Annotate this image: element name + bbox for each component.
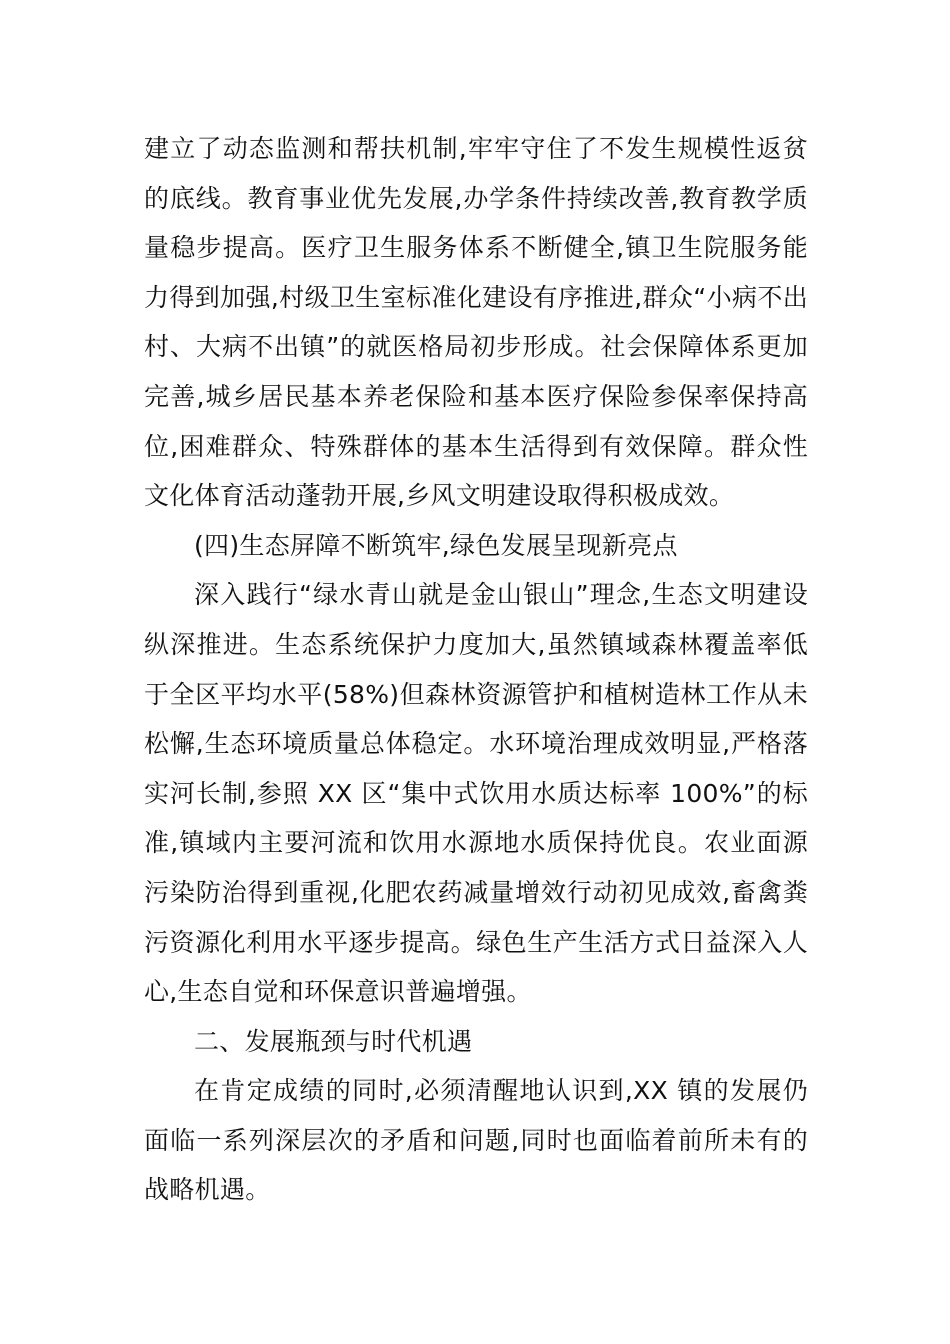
section-heading-ecology: (四)生态屏障不断筑牢,绿色发展呈现新亮点 xyxy=(194,530,678,560)
section-heading-challenges: 二、发展瓶颈与时代机遇 xyxy=(194,1026,473,1056)
paragraph-challenges-intro: 在肯定成绩的同时,必须清醒地认识到,XX 镇的发展仍面临一系列深层次的矛盾和问题,同时也面临着前所未有的战略机遇。 xyxy=(144,1076,808,1205)
paragraph-ecology: 深入践行“绿水青山就是金山银山”理念,生态文明建设纵深推进。生态系统保护力度加大,虽然镇域森林覆盖率低于全区平均水平(58%)但森林资源管护和植树造林工作从未松懈,生态环境质量总体稳定。水环境治理成效明显,严格落实河长制,参照 XX 区“集中式饮用水质达标率 100%”的标准,镇域内主要河流和饮用水源地水质保持优良。农业面源污染防治得到重视,化肥农药减量增效行动初见成效,畜禽粪污资源化利用水平逐步提高。绿色生产生活方式日益深入人心,生态自觉和环保意识普遍增强。 xyxy=(144,580,808,1007)
document-body xyxy=(144,124,808,1215)
paragraph-social-welfare: 建立了动态监测和帮扶机制,牢牢守住了不发生规模性返贫的底线。教育事业优先发展,办学条件持续改善,教育教学质量稳步提高。医疗卫生服务体系不断健全,镇卫生院服务能力得到加强,村级卫生室标准化建设有序推进,群众“小病不出村、大病不出镇”的就医格局初步形成。社会保障体系更加完善,城乡居民基本养老保险和基本医疗保险参保率保持高位,困难群众、特殊群体的基本生活得到有效保障。群众性文化体育活动蓬勃开展,乡风文明建设取得积极成效。 xyxy=(144,134,808,511)
